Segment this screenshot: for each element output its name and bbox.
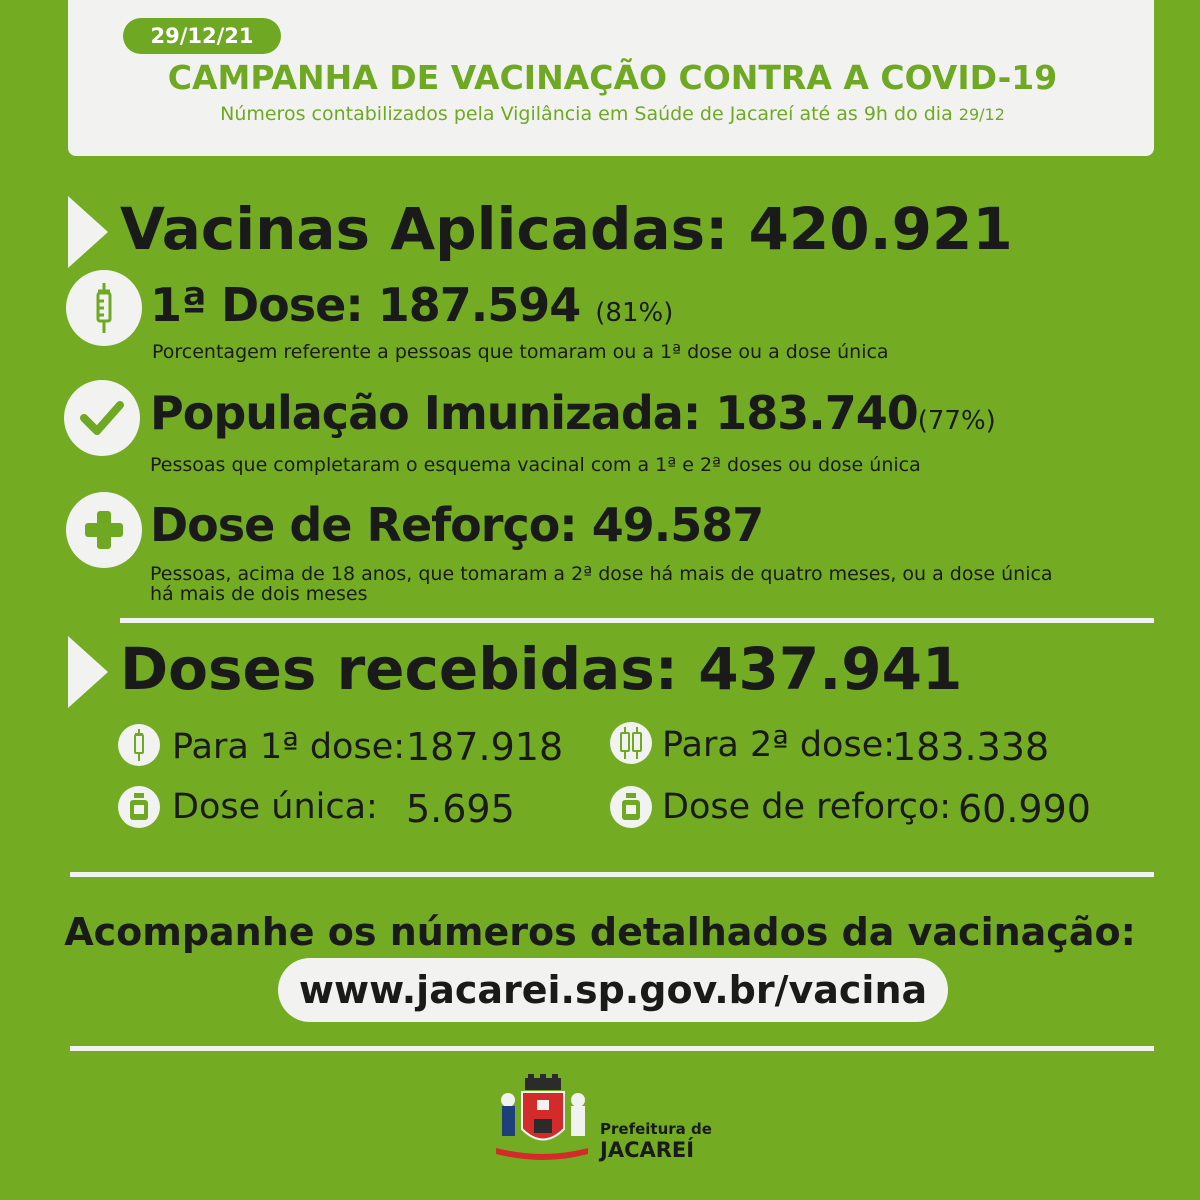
follow-text: Acompanhe os números detalhados da vacinação: xyxy=(64,910,1136,954)
booster-label: Dose de Reforço: xyxy=(150,498,577,552)
syringe-icon xyxy=(66,270,142,346)
vial-icon xyxy=(610,786,652,828)
arrow-icon xyxy=(68,196,108,268)
received-single-dose-value: 5.695 xyxy=(406,787,515,831)
booster-desc-line2: há mais de dois meses xyxy=(150,582,368,605)
applied-heading xyxy=(120,195,1013,263)
immunized-desc: Pessoas que completaram o esquema vacinal com a 1ª e 2ª doses ou dose única xyxy=(150,454,921,476)
plus-icon xyxy=(66,492,142,568)
divider xyxy=(70,872,1154,877)
first-dose-value: 187.594 xyxy=(377,278,581,332)
vial-icon xyxy=(118,786,160,828)
city-crest-logo xyxy=(492,1074,592,1164)
divider xyxy=(120,618,1154,623)
received-second-dose-value: 183.338 xyxy=(892,725,1050,769)
booster-value: 49.587 xyxy=(591,498,764,552)
vaccination-link[interactable]: www.jacarei.sp.gov.br/vacina xyxy=(278,958,948,1022)
received-booster-value: 60.990 xyxy=(958,787,1091,831)
received-booster-label: Dose de reforço: xyxy=(662,787,952,827)
city-name xyxy=(600,1120,712,1163)
received-first-dose-label: Para 1ª dose: xyxy=(172,727,406,767)
arrow-icon xyxy=(68,636,108,708)
booster-desc xyxy=(150,565,1053,605)
immunized-label: População Imunizada: xyxy=(150,386,701,440)
booster-heading xyxy=(150,498,764,552)
pref-line2: JACAREÍ xyxy=(600,1138,695,1162)
first-dose-heading xyxy=(150,278,674,332)
syringe-icon xyxy=(118,724,160,766)
immunized-value: 183.740 xyxy=(715,386,918,440)
double-syringe-icon xyxy=(610,722,652,764)
campaign-subtitle xyxy=(90,103,1135,125)
check-icon xyxy=(64,380,140,456)
immunized-heading xyxy=(150,386,996,440)
pref-line1: Prefeitura de xyxy=(600,1120,712,1138)
date-badge: 29/12/21 xyxy=(123,18,281,54)
applied-value: 420.921 xyxy=(748,195,1013,263)
received-heading xyxy=(120,635,963,703)
received-single-dose-label: Dose única: xyxy=(172,787,378,827)
subtitle-date: 29/12 xyxy=(958,105,1005,124)
immunized-pct: (77%) xyxy=(917,406,996,436)
divider xyxy=(70,1046,1154,1051)
received-value: 437.941 xyxy=(698,635,963,703)
received-first-dose-value: 187.918 xyxy=(406,725,564,769)
booster-desc-line1: Pessoas, acima de 18 anos, que tomaram a 2ª dose há mais de quatro meses, ou a dose única xyxy=(150,563,1053,585)
first-dose-pct: (81%) xyxy=(595,298,674,328)
received-label: Doses recebidas: xyxy=(120,635,678,703)
first-dose-label: 1ª Dose: xyxy=(150,278,363,332)
campaign-title: CAMPANHA DE VACINAÇÃO CONTRA A COVID-19 xyxy=(167,58,1058,97)
applied-label: Vacinas Aplicadas: xyxy=(120,195,729,263)
subtitle-text: Números contabilizados pela Vigilância em Saúde de Jacareí até as 9h do dia xyxy=(220,103,953,125)
first-dose-desc: Porcentagem referente a pessoas que tomaram ou a 1ª dose ou a dose única xyxy=(152,341,889,363)
received-second-dose-label: Para 2ª dose: xyxy=(662,725,896,765)
